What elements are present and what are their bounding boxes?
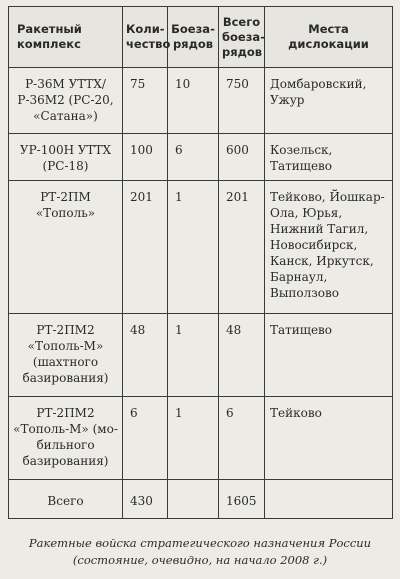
cell-locations: Тейково	[265, 397, 393, 480]
cell-warheads: 1	[168, 314, 219, 397]
table-row	[9, 397, 393, 480]
cell-complex: РТ-2ПМ2 «Тополь-М» (мобильного базирования)	[9, 397, 123, 480]
header-total-warheads: Всего боезарядов	[219, 7, 265, 68]
cell-total-quantity: 430	[123, 480, 168, 519]
cell-locations: Тейково, Йошкар-Ола, Юрья, Нижний Тагил, Новосибирск, Канск, Иркутск, Барнаул, Выползово	[265, 181, 393, 314]
cell-total-label: Всего	[9, 480, 123, 519]
header-locations: Места дислокации	[265, 7, 393, 68]
table-total-row	[9, 480, 393, 519]
cell-locations: Домбаровский, Ужур	[265, 68, 393, 134]
cell-warheads: 1	[168, 181, 219, 314]
missile-table	[8, 6, 393, 519]
cell-complex: РТ-2ПМ2 «Тополь-М» (шахтного базирования)	[9, 314, 123, 397]
header-complex: Ракетный комплекс	[9, 7, 123, 68]
table-row	[9, 314, 393, 397]
cell-complex: Р-36М УТТХ/ Р-36М2 (РС-20, «Сатана»)	[9, 68, 123, 134]
table-row	[9, 134, 393, 181]
cell-total: 201	[219, 181, 265, 314]
cell-quantity: 100	[123, 134, 168, 181]
cell-warheads: 1	[168, 397, 219, 480]
cell-locations: Татищево	[265, 314, 393, 397]
cell-total-locations	[265, 480, 393, 519]
cell-total: 6	[219, 397, 265, 480]
header-warheads: Боезарядов	[168, 7, 219, 68]
cell-quantity: 6	[123, 397, 168, 480]
table-caption: Ракетные войска стратегического назначения России (состояние, очевидно, на начало 2008 г.)	[28, 536, 372, 567]
cell-quantity: 48	[123, 314, 168, 397]
table-header-row	[9, 7, 393, 68]
table-row	[9, 181, 393, 314]
cell-complex: УР-100Н УТТХ (РС-18)	[9, 134, 123, 181]
cell-total: 750	[219, 68, 265, 134]
cell-total: 600	[219, 134, 265, 181]
cell-quantity: 75	[123, 68, 168, 134]
cell-total: 48	[219, 314, 265, 397]
cell-complex: РТ-2ПМ «Тополь»	[9, 181, 123, 314]
cell-total-sum: 1605	[219, 480, 265, 519]
cell-quantity: 201	[123, 181, 168, 314]
cell-locations: Козельск, Татищево	[265, 134, 393, 181]
cell-total-warheads	[168, 480, 219, 519]
header-quantity: Количество	[123, 7, 168, 68]
table-row	[9, 68, 393, 134]
cell-warheads: 6	[168, 134, 219, 181]
cell-warheads: 10	[168, 68, 219, 134]
